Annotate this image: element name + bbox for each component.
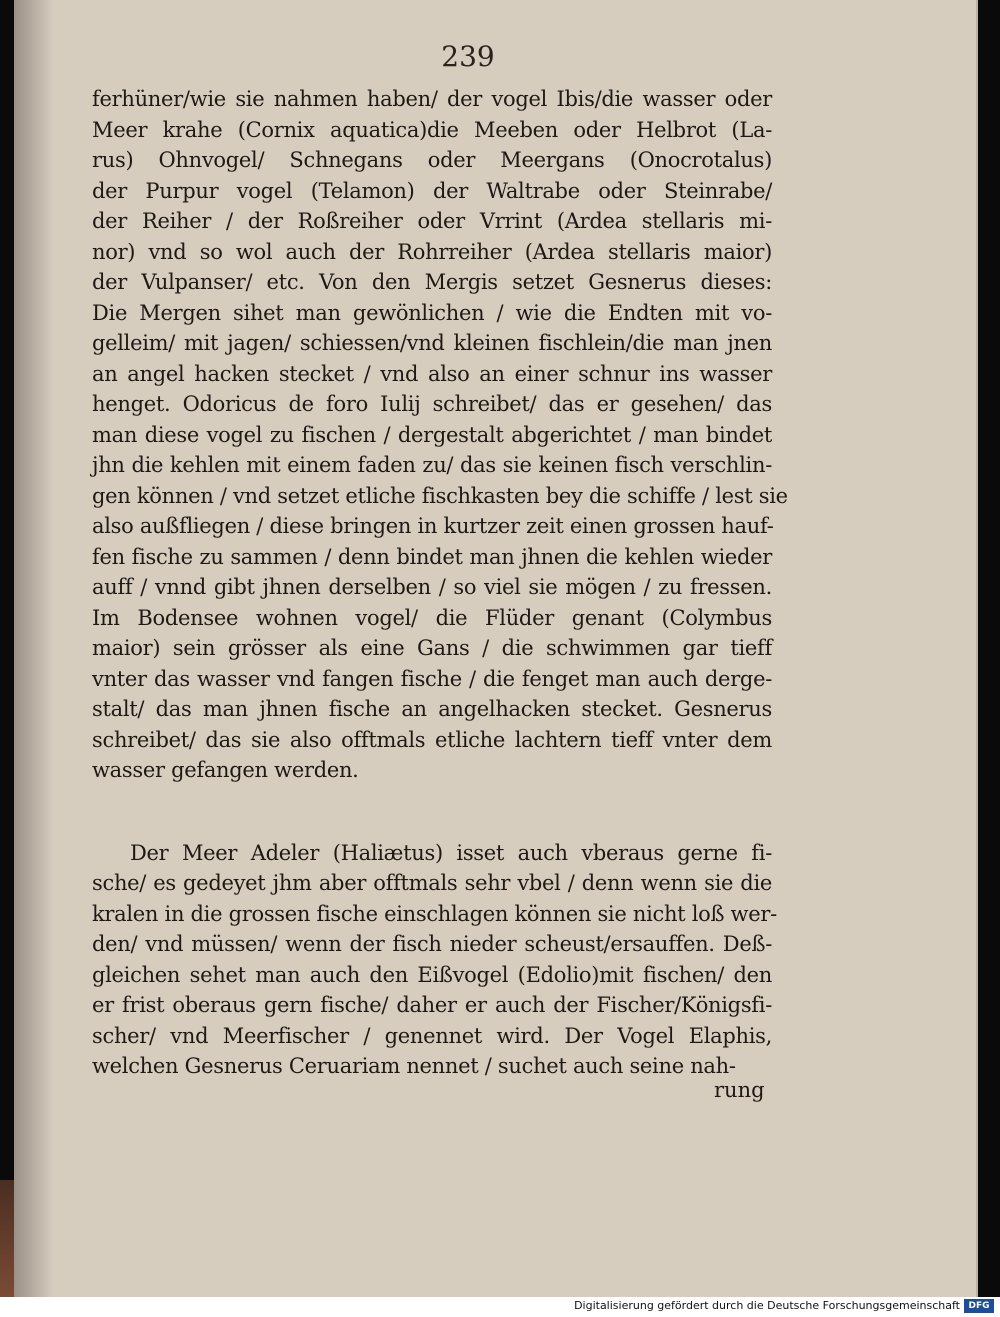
funding-credit: Digitalisierung gefördert durch die Deutsche Forschungsgemeinschaft (574, 1299, 960, 1312)
text-line: gen können / vnd setzet etliche fischkasten bey die schiffe / lest sie (92, 483, 788, 508)
paragraph-gap (92, 786, 772, 838)
text-line: stalt/ das man jhnen fische an angelhacken stecket. Gesnerus (92, 697, 772, 721)
text-line: der Reiher / der Roßreiher oder Vrrint (Ardea stellaris mi- (92, 209, 772, 233)
text-line: ferhüner/wie sie nahmen haben/ der vogel Ibis/die wasser oder (92, 87, 772, 111)
text-line: maior) sein grösser als eine Gans / die schwimmen gar tieff (92, 636, 772, 660)
text-line: kralen in die grossen fische einschlagen können sie nicht loß wer- (92, 901, 777, 926)
text-line: auff / vnnd gibt jhnen derselben / so viel sie mögen / zu fressen. (92, 575, 772, 599)
body-text (92, 84, 788, 1082)
text-line: welchen Gesnerus Ceruariam nennet / suchet auch seine nah- (92, 1054, 736, 1078)
text-line: Die Mergen sihet man gewönlichen / wie die Endten mit vo- (92, 300, 772, 325)
text-line: an angel hacken stecket / vnd also an einer schnur ins wasser (92, 361, 772, 386)
catchword: rung (714, 1078, 765, 1102)
text-line: wasser gefangen werden. (92, 758, 359, 782)
text-line: den/ vnd müssen/ wenn der fisch nieder scheust/ersauffen. Deß- (92, 932, 772, 956)
text-line: jhn die kehlen mit einem faden zu/ das sie keinen fisch verschlin- (92, 453, 772, 477)
text-line: nor) vnd so wol auch der Rohrreiher (Ardea stellaris maior) (92, 239, 772, 264)
text-line: gelleim/ mit jagen/ schiessen/vnd kleinen fischlein/die man jnen (92, 331, 772, 355)
text-line: vnter das wasser vnd fangen fische / die fenget man auch derge- (92, 666, 772, 691)
text-line: der Purpur vogel (Telamon) der Waltrabe oder Steinrabe/ (92, 178, 772, 203)
text-line: der Vulpanser/ etc. Von den Mergis setzet Gesnerus dieses: (92, 270, 772, 294)
footer-bar (0, 1297, 1000, 1317)
text-line: gleichen sehet man auch den Eißvogel (Edolio)mit fischen/ den (92, 962, 772, 987)
text-line: also außfliegen / diese bringen in kurtzer zeit einen grossen hauf- (92, 514, 774, 538)
text-line: man diese vogel zu fischen / dergestalt abgerichtet / man bindet (92, 422, 772, 447)
book-page (14, 0, 978, 1297)
paragraph-1 (92, 84, 788, 786)
text-line: Meer krahe (Cornix aquatica)die Meeben oder Helbrot (La- (92, 117, 772, 142)
text-line: scher/ vnd Meerfischer / genennet wird. Der Vogel Elaphis, (92, 1023, 772, 1048)
text-line: henget. Odoricus de foro Iulij schreibet/ das er gesehen/ das (92, 392, 772, 416)
dfg-logo: DFG (964, 1299, 994, 1313)
text-line: fen fische zu sammen / denn bindet man jhnen die kehlen wieder (92, 544, 772, 569)
text-line: sche/ es gedeyet jhm aber offtmals sehr vbel / denn wenn sie die (92, 871, 772, 895)
page-number: 239 (441, 40, 495, 73)
book-edge (0, 1180, 14, 1297)
paragraph-2 (92, 838, 777, 1082)
text-line: er frist oberaus gern fische/ daher er auch der Fischer/Königsfi- (92, 993, 772, 1017)
text-line: rus) Ohnvogel/ Schnegans oder Meergans (Onocrotalus) (92, 148, 772, 172)
text-line: Der Meer Adeler (Haliætus) isset auch vberaus gerne fi- (130, 840, 772, 865)
text-line: Im Bodensee wohnen vogel/ die Flüder genant (Colymbus (92, 605, 772, 630)
text-line: schreibet/ das sie also offtmals etliche lachtern tieff vnter dem (92, 727, 772, 752)
page-gutter-shadow (14, 0, 54, 1297)
